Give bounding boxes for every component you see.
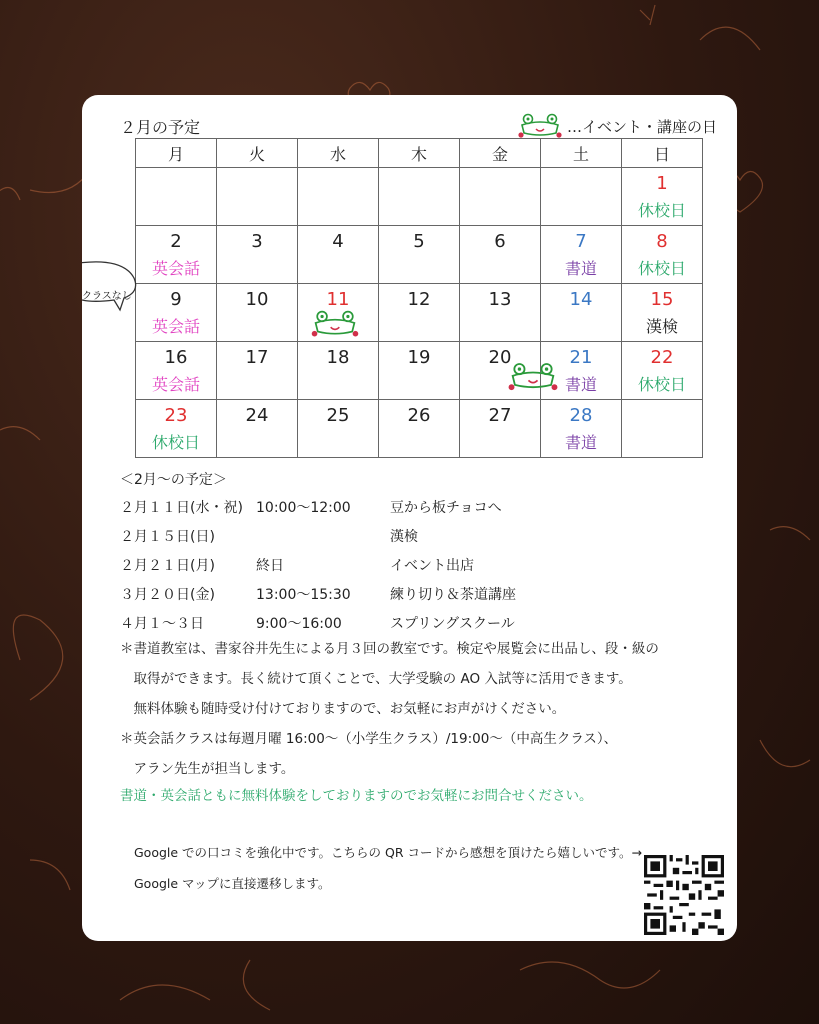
schedule-time: 終日: [256, 558, 284, 574]
schedule-date: ３月２０日(金): [120, 587, 215, 603]
google-review-text: Google での口コミを強化中です。こちらの QR コードから感想を頂けたら嬉しいです。→: [134, 845, 642, 860]
day-cell: [541, 342, 622, 400]
day-note: 英会話: [151, 317, 200, 336]
weekday-header: 金: [460, 139, 541, 168]
weekday-header-sunday: 日: [622, 139, 703, 168]
day-number: 13: [488, 289, 512, 310]
weekday-header-saturday: 土: [541, 139, 622, 168]
day-cell: [217, 284, 298, 342]
google-review-text: Google マップに直接遷移します。: [134, 876, 331, 891]
day-note: 書道: [564, 259, 597, 278]
day-cell: [460, 226, 541, 284]
day-cell: [622, 284, 703, 342]
day-number: 27: [488, 405, 512, 426]
week-row: [136, 342, 703, 400]
day-cell: [217, 226, 298, 284]
day-number: 9: [170, 289, 182, 310]
week-row: [136, 168, 703, 226]
day-note: 休校日: [151, 433, 200, 452]
weekday-header: 月: [136, 139, 217, 168]
schedule-heading: ＜2月～の予定＞: [120, 472, 227, 488]
day-cell: [217, 342, 298, 400]
day-number: 20: [488, 347, 512, 368]
schedule-card: [82, 95, 737, 941]
day-cell: [460, 284, 541, 342]
day-number: 22: [650, 347, 674, 368]
day-number: 2: [170, 231, 182, 252]
day-cell: [298, 284, 379, 342]
day-number: 3: [251, 231, 263, 252]
day-cell: [136, 226, 217, 284]
day-cell: [622, 226, 703, 284]
day-cell: [622, 342, 703, 400]
day-note: 休校日: [637, 201, 686, 220]
schedule-time: 9:00～16:00: [256, 616, 342, 632]
day-number: 12: [407, 289, 431, 310]
day-number: 17: [245, 347, 269, 368]
calendar-grid: [135, 138, 703, 458]
day-number: 6: [494, 231, 506, 252]
note-line: ＊書道教室は、書家谷井先生による月３回の教室です。検定や展覧会に出品し、段・級の: [120, 641, 659, 657]
schedule-event: 練り切り＆茶道講座: [390, 587, 516, 603]
day-number: 15: [650, 289, 674, 310]
day-number: 25: [326, 405, 350, 426]
day-note: 休校日: [637, 375, 686, 394]
weekday-header: 火: [217, 139, 298, 168]
page-title: ２月の予定: [120, 118, 201, 137]
bubble-label: クラスなし: [82, 291, 132, 302]
frog-event-icon: [310, 310, 360, 338]
free-trial-note: 書道・英会話ともに無料体験をしておりますのでお気軽にお問合せください。: [120, 788, 593, 804]
day-cell: [136, 168, 217, 226]
day-cell: [622, 168, 703, 226]
weekday-header: 木: [379, 139, 460, 168]
schedule-event: 漢検: [390, 529, 418, 545]
day-cell: [298, 226, 379, 284]
note-line: 取得ができます。長く続けて頂くことで、大学受験の AO 入試等に活用できます。: [120, 671, 632, 687]
day-cell: [298, 342, 379, 400]
day-note: 書道: [564, 433, 597, 452]
day-number: 5: [413, 231, 425, 252]
day-note: 漢検: [645, 317, 678, 336]
note-line: ＊英会話クラスは毎週月曜 16:00～（小学生クラス）/19:00～（中高生クラス）、: [120, 731, 618, 747]
legend: [517, 113, 717, 139]
day-cell: [379, 226, 460, 284]
day-number: 19: [407, 347, 431, 368]
day-number: 18: [326, 347, 350, 368]
day-number: 10: [245, 289, 269, 310]
frog-icon: [517, 113, 563, 139]
day-number: 28: [569, 405, 593, 426]
schedule-event: スプリングスクール: [390, 616, 515, 632]
note-line: 無料体験も随時受け付けておりますので、お気軽にお声がけください。: [120, 701, 566, 717]
weekday-header-row: [136, 139, 703, 168]
weekday-header: 水: [298, 139, 379, 168]
week-row: [136, 400, 703, 458]
day-number: 16: [164, 347, 188, 368]
day-cell: [541, 168, 622, 226]
day-cell: [217, 168, 298, 226]
day-cell: [379, 168, 460, 226]
schedule-date: ２月１１日(水・祝): [120, 500, 243, 516]
schedule-date: ４月１～３日: [120, 616, 204, 632]
week-row: [136, 284, 703, 342]
day-note: 英会話: [151, 375, 200, 394]
day-cell: [298, 400, 379, 458]
schedule-event: 豆から板チョコへ: [390, 500, 502, 516]
day-cell: [379, 284, 460, 342]
day-cell: [541, 226, 622, 284]
day-cell: [136, 400, 217, 458]
day-number: 1: [656, 173, 668, 194]
day-cell: [541, 400, 622, 458]
schedule-date: ２月２１日(月): [120, 558, 215, 574]
day-number: 4: [332, 231, 344, 252]
day-number: 14: [569, 289, 593, 310]
frog-event-icon: [507, 362, 559, 392]
day-note: 英会話: [151, 259, 200, 278]
day-number: 8: [656, 231, 668, 252]
day-number: 11: [326, 289, 350, 310]
week-row: [136, 226, 703, 284]
day-number: 26: [407, 405, 431, 426]
day-cell: [136, 342, 217, 400]
day-cell: [217, 400, 298, 458]
day-number: 23: [164, 405, 188, 426]
day-cell: [460, 400, 541, 458]
day-number: 7: [575, 231, 587, 252]
schedule-date: ２月１５日(日): [120, 529, 215, 545]
day-number: 24: [245, 405, 269, 426]
day-cell: [298, 168, 379, 226]
day-note: 休校日: [637, 259, 686, 278]
day-cell: [541, 284, 622, 342]
note-line: アラン先生が担当します。: [120, 761, 295, 777]
day-note: 書道: [564, 375, 597, 394]
day-cell: [379, 400, 460, 458]
day-cell: [136, 284, 217, 342]
day-cell: [460, 168, 541, 226]
schedule-time: 10:00～12:00: [256, 500, 351, 516]
day-cell: [379, 342, 460, 400]
schedule-time: 13:00～15:30: [256, 587, 351, 603]
day-cell: [622, 400, 703, 458]
day-number: 21: [569, 347, 593, 368]
qr-code[interactable]: [644, 855, 724, 935]
schedule-event: イベント出店: [390, 558, 474, 574]
legend-label: …イベント・講座の日: [566, 117, 717, 136]
